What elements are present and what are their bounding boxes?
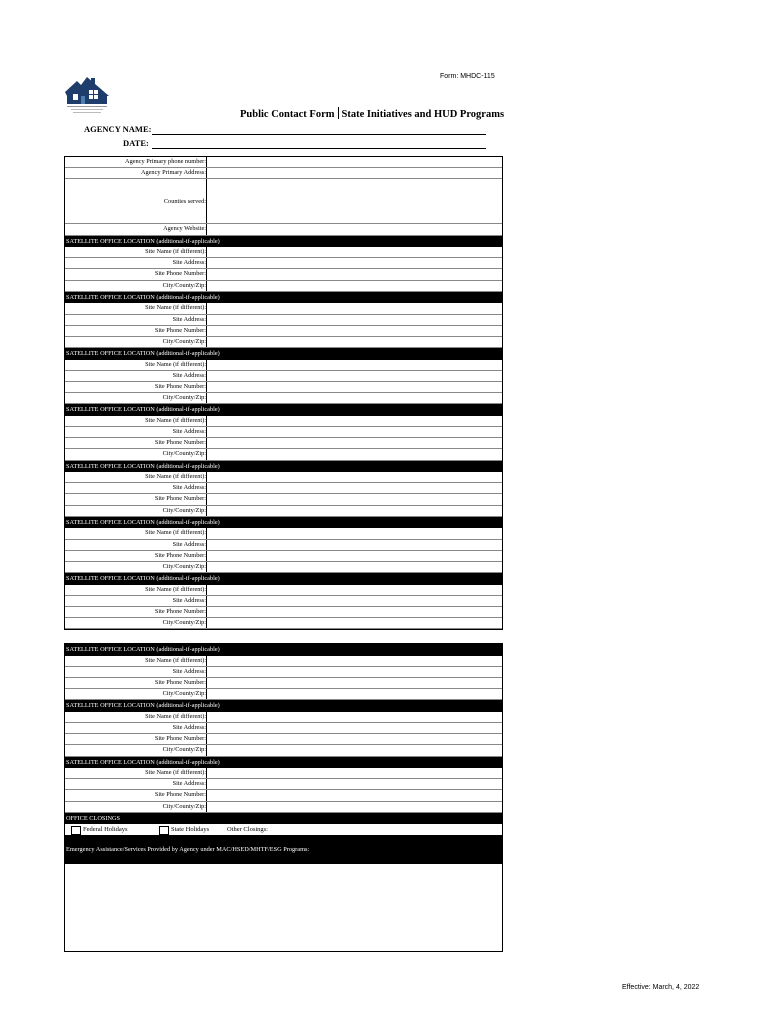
agency-phone-row bbox=[65, 157, 502, 168]
satellite-field-input[interactable] bbox=[206, 483, 502, 493]
satellite-field-label: Site Name (if different): bbox=[145, 360, 206, 368]
satellite-field-row bbox=[65, 596, 502, 607]
title-left: Public Contact Form bbox=[240, 109, 335, 120]
satellite-field-input[interactable] bbox=[206, 269, 502, 279]
satellite-field-input[interactable] bbox=[206, 281, 502, 291]
satellite-field-label: Site Phone Number: bbox=[154, 791, 206, 799]
office-closings-band: OFFICE CLOSINGS bbox=[65, 813, 502, 825]
federal-holidays-label: Federal Holidays bbox=[83, 826, 128, 834]
satellite-field-label: Site Phone Number: bbox=[154, 382, 206, 390]
satellite-field-row bbox=[65, 258, 502, 269]
satellite-field-row bbox=[65, 562, 502, 573]
satellite-field-row bbox=[65, 337, 502, 348]
counties-row bbox=[65, 179, 502, 224]
satellite-field-label: Site Address: bbox=[172, 596, 206, 604]
satellite-field-row bbox=[65, 315, 502, 326]
satellite-field-row bbox=[65, 734, 502, 745]
satellite-field-row bbox=[65, 247, 502, 258]
date-field[interactable] bbox=[152, 148, 486, 149]
agency-address-label: Agency Primary Address: bbox=[140, 169, 206, 177]
satellite-field-label: Site Address: bbox=[172, 315, 206, 323]
satellite-field-input[interactable] bbox=[206, 472, 502, 482]
satellite-field-row bbox=[65, 540, 502, 551]
form-number: Form: MHDC-115 bbox=[440, 73, 495, 80]
satellite-field-row bbox=[65, 656, 502, 667]
satellite-field-row bbox=[65, 269, 502, 280]
satellite-field-label: Site Name (if different): bbox=[145, 416, 206, 424]
satellite-field-label: Site Name (if different): bbox=[145, 585, 206, 593]
satellite-field-label: City/County/Zip: bbox=[162, 450, 206, 458]
state-holidays-label: State Holidays bbox=[171, 826, 210, 834]
satellite-field-input[interactable] bbox=[206, 540, 502, 550]
satellite-field-row bbox=[65, 393, 502, 404]
satellite-field-input[interactable] bbox=[206, 678, 502, 688]
satellite-field-row bbox=[65, 472, 502, 483]
satellite-field-label: Site Address: bbox=[172, 484, 206, 492]
satellite-office-band: SATELLITE OFFICE LOCATION (additional-if-applicable) bbox=[65, 757, 502, 769]
satellite-field-input[interactable] bbox=[206, 802, 502, 812]
agency-website-label: Agency Website: bbox=[163, 225, 206, 233]
satellite-field-label: City/County/Zip: bbox=[162, 802, 206, 810]
satellite-field-row bbox=[65, 712, 502, 723]
satellite-field-label: City/County/Zip: bbox=[162, 506, 206, 514]
satellite-field-input[interactable] bbox=[206, 734, 502, 744]
satellite-field-input[interactable] bbox=[206, 494, 502, 504]
title-right: State Initiatives and HUD Programs bbox=[341, 109, 505, 120]
satellite-field-row bbox=[65, 427, 502, 438]
satellite-field-input[interactable] bbox=[206, 585, 502, 595]
satellite-field-label: Site Address: bbox=[172, 780, 206, 788]
satellite-field-label: Site Phone Number: bbox=[154, 551, 206, 559]
satellite-office-band: SATELLITE OFFICE LOCATION (additional-if-applicable) bbox=[65, 700, 502, 712]
satellite-field-input[interactable] bbox=[206, 723, 502, 733]
agency-name-field[interactable] bbox=[152, 134, 486, 135]
satellite-field-input[interactable] bbox=[206, 745, 502, 755]
satellite-field-row bbox=[65, 678, 502, 689]
satellite-field-row bbox=[65, 360, 502, 371]
satellite-field-label: Site Phone Number: bbox=[154, 439, 206, 447]
satellite-office-band: SATELLITE OFFICE LOCATION (additional-if-applicable) bbox=[65, 236, 502, 248]
satellite-field-row bbox=[65, 779, 502, 790]
satellite-field-row bbox=[65, 281, 502, 292]
satellite-field-label: City/County/Zip: bbox=[162, 281, 206, 289]
agency-website-field[interactable] bbox=[206, 224, 502, 234]
satellite-office-band: SATELLITE OFFICE LOCATION (additional-if-applicable) bbox=[65, 573, 502, 585]
satellite-field-label: Site Address: bbox=[172, 371, 206, 379]
satellite-field-input[interactable] bbox=[206, 427, 502, 437]
satellite-field-row bbox=[65, 551, 502, 562]
satellite-field-row bbox=[65, 326, 502, 337]
satellite-office-band: SATELLITE OFFICE LOCATION (additional-if-applicable) bbox=[65, 517, 502, 529]
satellite-field-label: Site Address: bbox=[172, 540, 206, 548]
satellite-field-label: Site Name (if different): bbox=[145, 248, 206, 256]
satellite-field-row bbox=[65, 494, 502, 505]
satellite-field-input[interactable] bbox=[206, 656, 502, 666]
satellite-field-label: Site Name (if different): bbox=[145, 529, 206, 537]
agency-logo bbox=[63, 72, 111, 116]
satellite-field-input[interactable] bbox=[206, 337, 502, 347]
satellite-field-label: City/County/Zip: bbox=[162, 690, 206, 698]
satellite-field-label: Site Phone Number: bbox=[154, 607, 206, 615]
closings-row bbox=[65, 824, 502, 835]
emergency-services-band: Emergency Assistance/Services Provided by Agency under MAC/HSED/MHTF/ESG Programs: bbox=[65, 835, 502, 864]
satellite-field-row bbox=[65, 585, 502, 596]
satellite-field-input[interactable] bbox=[206, 393, 502, 403]
satellite-field-label: Site Address: bbox=[172, 667, 206, 675]
satellite-field-label: Site Address: bbox=[172, 723, 206, 731]
satellite-field-label: City/County/Zip: bbox=[162, 619, 206, 627]
satellite-field-input[interactable] bbox=[206, 438, 502, 448]
satellite-field-label: Site Phone Number: bbox=[154, 495, 206, 503]
satellite-field-label: Site Name (if different): bbox=[145, 473, 206, 481]
satellite-group-a bbox=[65, 236, 502, 630]
satellite-field-input[interactable] bbox=[206, 315, 502, 325]
satellite-field-label: Site Name (if different): bbox=[145, 304, 206, 312]
satellite-field-row bbox=[65, 371, 502, 382]
satellite-field-input[interactable] bbox=[206, 416, 502, 426]
agency-address-field[interactable] bbox=[206, 168, 502, 178]
satellite-field-input[interactable] bbox=[206, 551, 502, 561]
satellite-field-label: Site Name (if different): bbox=[145, 712, 206, 720]
satellite-field-row bbox=[65, 438, 502, 449]
satellite-field-input[interactable] bbox=[206, 247, 502, 257]
title-separator bbox=[338, 107, 339, 119]
satellite-field-row bbox=[65, 382, 502, 393]
agency-website-row bbox=[65, 224, 502, 235]
satellite-field-row bbox=[65, 607, 502, 618]
satellite-office-band: SATELLITE OFFICE LOCATION (additional-if-applicable) bbox=[65, 292, 502, 304]
satellite-field-row bbox=[65, 745, 502, 756]
counties-label: Counties served: bbox=[163, 198, 206, 206]
agency-address-row bbox=[65, 168, 502, 179]
satellite-field-row bbox=[65, 449, 502, 460]
satellite-field-label: City/County/Zip: bbox=[162, 562, 206, 570]
agency-phone-field[interactable] bbox=[206, 157, 502, 167]
satellite-field-input[interactable] bbox=[206, 779, 502, 789]
satellite-field-label: Site Address: bbox=[172, 259, 206, 267]
satellite-field-label: City/County/Zip: bbox=[162, 337, 206, 345]
federal-holidays-checkbox[interactable] bbox=[71, 826, 81, 835]
satellite-field-row bbox=[65, 689, 502, 700]
satellite-field-label: Site Phone Number: bbox=[154, 735, 206, 743]
satellite-office-band: SATELLITE OFFICE LOCATION (additional-if-applicable) bbox=[65, 348, 502, 360]
satellite-office-band: SATELLITE OFFICE LOCATION (additional-if-applicable) bbox=[65, 461, 502, 473]
satellite-field-row bbox=[65, 528, 502, 539]
satellite-field-label: City/County/Zip: bbox=[162, 746, 206, 754]
other-closings-label: Other Closings: bbox=[227, 826, 268, 834]
satellite-field-row bbox=[65, 416, 502, 427]
satellite-field-input[interactable] bbox=[206, 667, 502, 677]
satellite-office-band: SATELLITE OFFICE LOCATION (additional-if-applicable) bbox=[65, 644, 502, 656]
satellite-field-row bbox=[65, 802, 502, 813]
satellite-field-row bbox=[65, 483, 502, 494]
satellite-field-label: Site Address: bbox=[172, 428, 206, 435]
satellite-field-input[interactable] bbox=[206, 382, 502, 392]
satellite-field-input[interactable] bbox=[206, 371, 502, 381]
satellite-field-row bbox=[65, 723, 502, 734]
satellite-field-row bbox=[65, 667, 502, 678]
satellite-field-input[interactable] bbox=[206, 607, 502, 617]
satellite-field-label: Site Phone Number: bbox=[154, 270, 206, 278]
satellite-office-band: SATELLITE OFFICE LOCATION (additional-if-applicable) bbox=[65, 404, 502, 416]
satellite-field-input[interactable] bbox=[206, 326, 502, 336]
satellite-field-row bbox=[65, 506, 502, 517]
emergency-services-field[interactable] bbox=[65, 864, 502, 951]
satellite-field-label: Site Phone Number: bbox=[154, 678, 206, 686]
satellite-field-input[interactable] bbox=[206, 768, 502, 778]
page-title bbox=[240, 107, 504, 120]
agency-name-label: AGENCY NAME: bbox=[84, 124, 152, 134]
satellite-field-row bbox=[65, 790, 502, 801]
satellite-field-label: Site Name (if different): bbox=[145, 656, 206, 664]
satellite-field-input[interactable] bbox=[206, 303, 502, 313]
satellite-field-input[interactable] bbox=[206, 562, 502, 572]
agency-phone-label: Agency Primary phone number: bbox=[125, 158, 206, 165]
satellite-field-input[interactable] bbox=[206, 790, 502, 800]
counties-field[interactable] bbox=[206, 179, 502, 223]
satellite-group-b bbox=[65, 644, 502, 813]
satellite-field-input[interactable] bbox=[206, 258, 502, 268]
satellite-field-input[interactable] bbox=[206, 506, 502, 516]
satellite-field-row bbox=[65, 768, 502, 779]
satellite-field-input[interactable] bbox=[206, 449, 502, 459]
agency-info-section bbox=[64, 156, 503, 630]
satellite-field-label: Site Phone Number: bbox=[154, 326, 206, 334]
state-holidays-checkbox[interactable] bbox=[159, 826, 169, 835]
additional-satellite-section bbox=[64, 643, 503, 952]
satellite-field-input[interactable] bbox=[206, 712, 502, 722]
satellite-field-input[interactable] bbox=[206, 360, 502, 370]
satellite-field-label: City/County/Zip: bbox=[162, 394, 206, 402]
satellite-field-input[interactable] bbox=[206, 596, 502, 606]
satellite-field-label: Site Name (if different): bbox=[145, 769, 206, 776]
date-label: DATE: bbox=[123, 138, 149, 148]
satellite-field-row bbox=[65, 618, 502, 629]
satellite-field-input[interactable] bbox=[206, 689, 502, 699]
satellite-field-input[interactable] bbox=[206, 528, 502, 538]
effective-date: Effective: March, 4, 2022 bbox=[622, 984, 700, 991]
satellite-field-row bbox=[65, 303, 502, 314]
satellite-field-input[interactable] bbox=[206, 618, 502, 628]
